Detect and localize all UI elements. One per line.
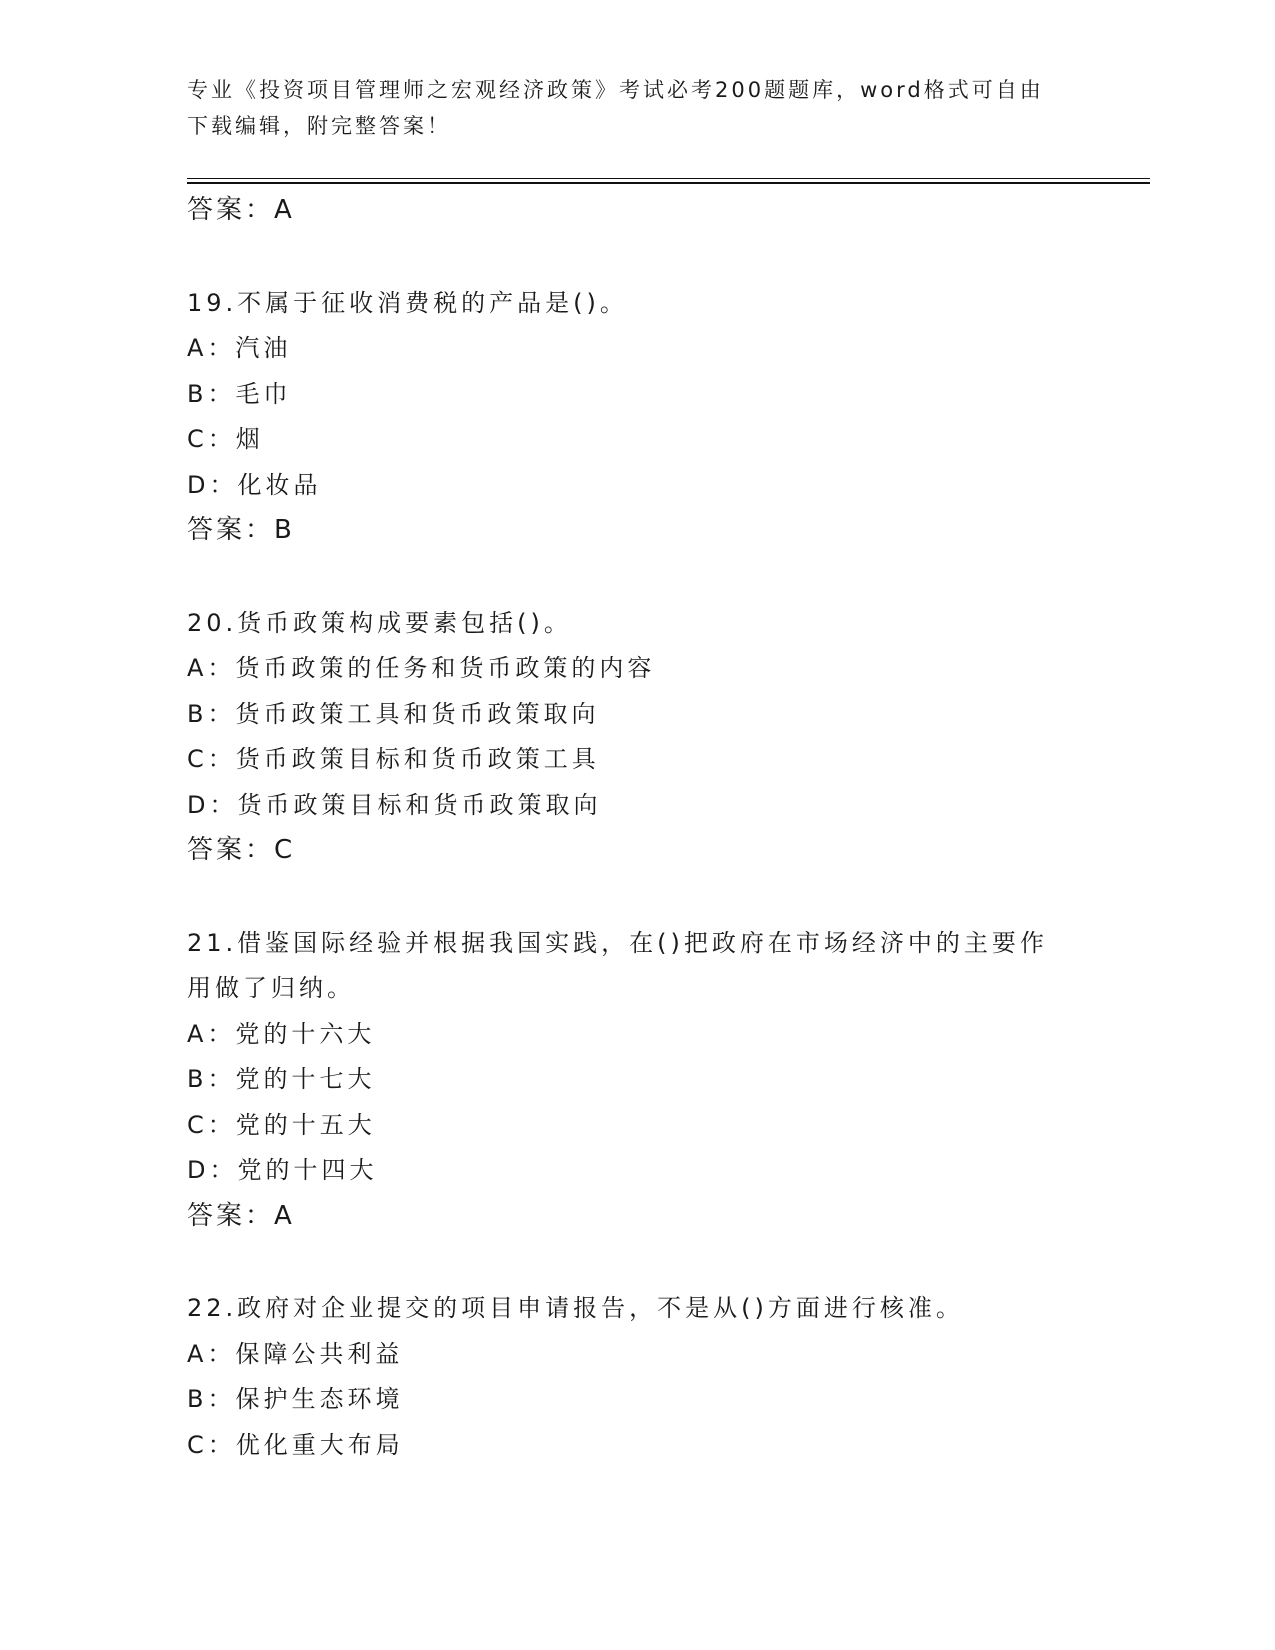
header-divider-thick: [187, 182, 1150, 184]
question-list: [187, 188, 1087, 1468]
answer-line: 答案：A: [187, 195, 295, 225]
question-text: 21.借鉴国际经验并根据我国实践，在()把政府在市场经济中的主要作: [187, 928, 1048, 957]
answer-line: 答案：B: [187, 515, 295, 545]
option-b: B：保护生态环境: [187, 1385, 404, 1413]
question-text: 19.不属于征收消费税的产品是()。: [187, 288, 628, 317]
option-d: D：货币政策目标和货币政策取向: [187, 790, 602, 819]
option-d: D：党的十四大: [187, 1156, 378, 1184]
question-text-continued: 用做了归纳。: [187, 974, 355, 1002]
option-b: B：货币政策工具和货币政策取向: [187, 699, 600, 728]
option-a: A：汽油: [187, 334, 292, 362]
option-b: B：毛巾: [187, 379, 292, 408]
option-c: C：优化重大布局: [187, 1430, 404, 1459]
answer-line: 答案：C: [187, 835, 296, 865]
header-divider-thin: [187, 178, 1150, 179]
option-b: B：党的十七大: [187, 1065, 376, 1093]
option-a: A：党的十六大: [187, 1019, 376, 1048]
document-header: 专业《投资项目管理师之宏观经济政策》考试必考200题题库，word格式可自由下载编辑，附完整答案！: [187, 78, 1044, 138]
option-c: C：货币政策目标和货币政策工具: [187, 745, 600, 773]
option-c: C：党的十五大: [187, 1110, 376, 1139]
option-a: A：保障公共利益: [187, 1339, 404, 1368]
question-text: 22.政府对企业提交的项目申请报告，不是从()方面进行核准。: [187, 1294, 964, 1322]
option-d: D：化妆品: [187, 470, 322, 499]
answer-line: 答案：A: [187, 1200, 295, 1231]
option-a: A：货币政策的任务和货币政策的内容: [187, 654, 656, 682]
question-text: 20.货币政策构成要素包括()。: [187, 608, 572, 637]
option-c: C：烟: [187, 425, 264, 453]
